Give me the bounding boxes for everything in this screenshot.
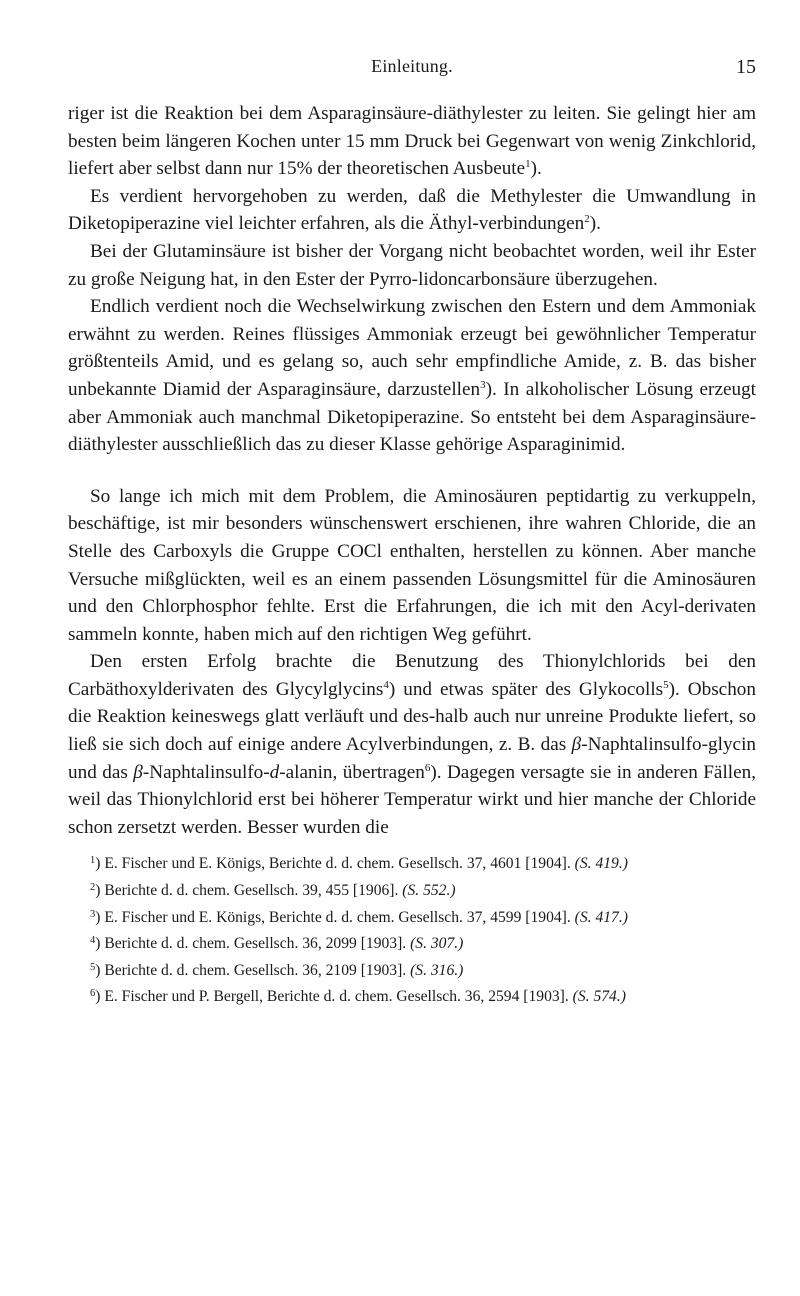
footnote-text: Berichte d. d. chem. Gesellsch. 36, 2109 [1903].: [104, 961, 411, 979]
footnote: [68, 956, 756, 983]
running-title: Einleitung.: [371, 56, 453, 76]
text-run: ). In alkoholischer Lösung erzeugt aber Ammoniak auch manchmal Diketopiperazine. So entsteht bei dem Asparaginsäure-diäthylester ausschließlich das zu dieser Klasse gehörige Asparaginimid.: [68, 378, 756, 456]
footnote-marker-paren: ): [95, 988, 105, 1006]
footnote-reference: 6: [424, 761, 431, 774]
text-run: Bei der Glutaminsäure ist bisher der Vorgang nicht beobachtet worden, weil ihr Ester zu große Neigung hat, in den Ester der Pyrro-lidoncarbonsäure überzugehen.: [68, 240, 756, 290]
text-run: ). Dagegen versagte sie in anderen Fällen, weil das Thionylchlorid erst bei höherer Temperatur wirkt und hier manche der Chloride schon zersetzt werden. Besser wurden die: [68, 761, 757, 838]
page-number: 15: [736, 56, 756, 78]
footnote-page-ref: (S. 419.): [574, 855, 628, 873]
footnote-marker-paren: ): [95, 855, 105, 873]
paragraph: [68, 483, 756, 649]
book-page: [68, 56, 756, 1009]
italic-symbol: d: [269, 761, 280, 783]
footnote: [68, 982, 756, 1009]
paragraph: [68, 648, 756, 841]
footnote: [68, 903, 756, 930]
footnote-text: E. Fischer und P. Bergell, Berichte d. d. chem. Gesellsch. 36, 2594 [1903].: [104, 988, 573, 1006]
paragraph: [68, 293, 756, 459]
footnote-text: Berichte d. d. chem. Gesellsch. 36, 2099 [1903].: [104, 935, 411, 953]
footnote-text: E. Fischer und E. Königs, Berichte d. d. chem. Gesellsch. 37, 4599 [1904].: [104, 908, 575, 926]
paragraph: [68, 100, 756, 183]
footnote-marker: 5: [90, 961, 96, 973]
footnote-marker-paren: ): [95, 961, 105, 979]
italic-symbol: β: [133, 761, 143, 783]
paragraph: [68, 238, 756, 293]
footnote-marker: 6: [90, 988, 96, 1000]
footnote-marker: 2: [90, 882, 96, 894]
footnote-reference: 2: [584, 213, 590, 226]
footnote-marker-paren: ): [95, 882, 105, 900]
text-run: -Naphtalinsulfo-: [142, 761, 270, 783]
paragraph: [68, 183, 756, 238]
footnote-page-ref: (S. 316.): [410, 961, 464, 979]
footnote-page-ref: (S. 417.): [574, 908, 628, 926]
footnote-marker-paren: ): [95, 935, 105, 953]
footnote-page-ref: (S. 307.): [410, 935, 464, 953]
footnote-page-ref: (S. 574.): [572, 988, 626, 1006]
text-run: So lange ich mich mit dem Problem, die Aminosäuren peptidartig zu verkuppeln, beschäftige, ist mir besonders wünschenswert erschienen, ihre wahren Chloride, die an Stelle des Carboxyls die Gruppe COCl enthalten, herstellen zu können. Aber manche Versuche mißglückten, weil es an einem passenden Lösungsmittel für die Aminosäuren und den Chlorphosphor fehlte. Erst die Erfahrungen, die ich mit den Acyl-derivaten sammeln konnte, haben mich auf den richtigen Weg geführt.: [68, 485, 756, 645]
text-run: ) und etwas später des Glykocolls: [388, 678, 664, 700]
footnote-marker: 3: [90, 908, 96, 920]
text-run: -Naphtalinsulfo-glycin und das: [68, 734, 756, 783]
footnote-text: E. Fischer und E. Königs, Berichte d. d. chem. Gesellsch. 37, 4601 [1904].: [104, 855, 575, 873]
footnote-reference: 5: [663, 678, 669, 691]
section-gap: [68, 459, 756, 483]
footnotes: [68, 849, 756, 1009]
footnote: [68, 876, 756, 903]
text-run: Es verdient hervorgehoben zu werden, daß die Methylester die Umwandlung in Diketopiperazine viel leichter erfahren, als die Äthyl-verbindungen: [68, 185, 756, 235]
text-run: ).: [530, 158, 542, 180]
text-run: Endlich verdient noch die Wechselwirkung zwischen den Estern und dem Ammoniak erwähnt zu werden. Reines flüssiges Ammoniak erzeugt bei gewöhnlicher Temperatur größtenteils Amid, und es gelang so, auch sehr empfindliche Amide, z. B. das bisher unbekannte Diamid der Asparaginsäure, darzustellen: [68, 296, 756, 400]
footnote-page-ref: (S. 552.): [402, 882, 456, 900]
footnote: [68, 929, 756, 956]
italic-symbol: β: [571, 734, 582, 756]
text-run: Den ersten Erfolg brachte die Benutzung des Thionylchlorids bei den Carbäthoxylderivaten des Glycylglycins: [68, 651, 756, 700]
footnote-marker: 1: [90, 855, 96, 867]
footnote-reference: 1: [525, 158, 531, 171]
text-run: -alanin, übertragen: [279, 761, 425, 783]
footnote: [68, 849, 756, 876]
text-run: ). Obschon die Reaktion keineswegs glatt verläuft und des-halb auch nur unreine Produkte liefert, so ließ sie sich doch auf einige andere Acylverbindungen, z. B. das: [68, 678, 756, 756]
footnote-marker-paren: ): [95, 908, 105, 926]
text-run: riger ist die Reaktion bei dem Asparaginsäure-diäthylester zu leiten. Sie gelingt hier am besten beim längeren Kochen unter 15 mm Druck bei Gegenwart von wenig Zinkchlorid, liefert aber selbst dann nur 15% der theoretischen Ausbeute: [68, 103, 756, 180]
running-header: [68, 56, 756, 88]
footnote-marker: 4: [90, 935, 96, 947]
footnote-reference: 4: [383, 678, 389, 691]
body-text: [68, 100, 756, 841]
footnote-text: Berichte d. d. chem. Gesellsch. 39, 455 [1906].: [104, 882, 403, 900]
text-run: ).: [589, 213, 601, 235]
footnote-reference: 3: [480, 378, 486, 391]
